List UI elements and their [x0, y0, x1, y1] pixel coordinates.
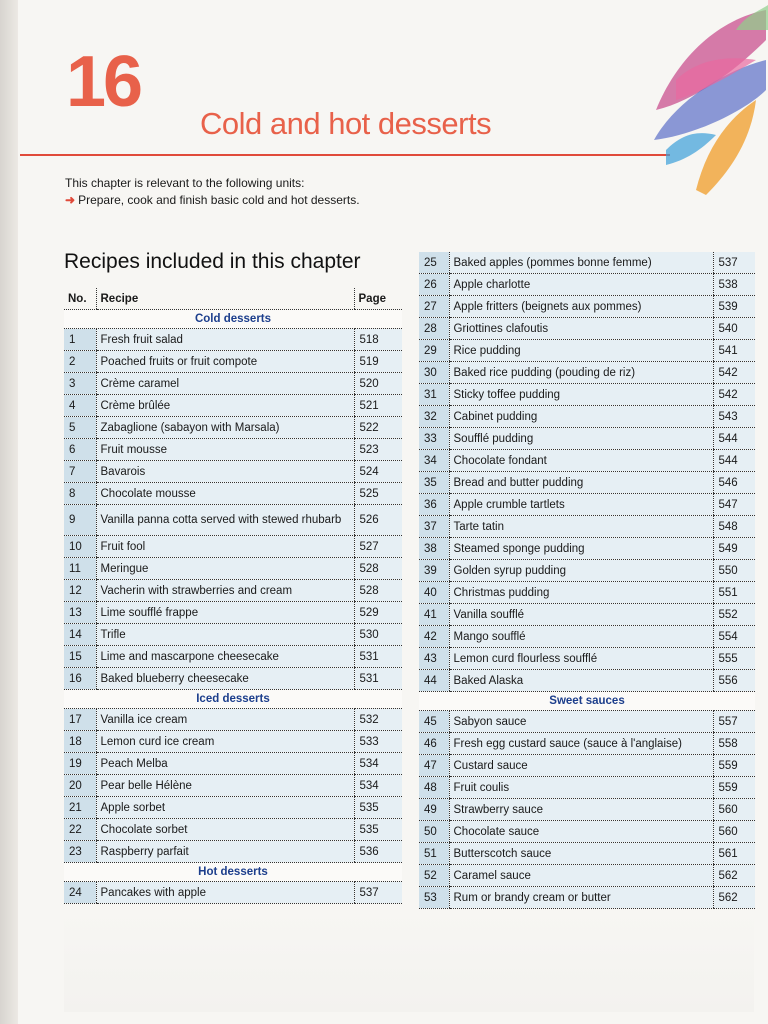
recipe-page: 529 [354, 602, 402, 624]
recipe-page: 557 [713, 711, 755, 733]
table-row [419, 274, 755, 296]
category-label: Sweet sauces [419, 692, 755, 711]
recipe-page: 559 [713, 755, 755, 777]
recipe-page: 556 [713, 670, 755, 692]
recipe-number: 11 [64, 558, 96, 580]
table-row [419, 865, 755, 887]
recipe-number: 5 [64, 417, 96, 439]
table-row [419, 428, 755, 450]
recipe-name: Fruit coulis [449, 777, 713, 799]
recipe-page: 559 [713, 777, 755, 799]
recipe-name: Lemon curd flourless soufflé [449, 648, 713, 670]
recipe-number: 34 [419, 450, 449, 472]
recipe-name: Rice pudding [449, 340, 713, 362]
table-row [419, 384, 755, 406]
unit-item [65, 193, 360, 207]
category-row [64, 310, 402, 329]
recipe-number: 32 [419, 406, 449, 428]
table-row [419, 755, 755, 777]
recipe-page: 538 [713, 274, 755, 296]
recipe-page: 542 [713, 384, 755, 406]
category-label: Hot desserts [64, 863, 402, 882]
recipe-page: 524 [354, 461, 402, 483]
recipe-page: 518 [354, 329, 402, 351]
recipe-name: Fruit mousse [96, 439, 354, 461]
recipe-page: 530 [354, 624, 402, 646]
table-row [419, 733, 755, 755]
table-row [64, 602, 402, 624]
recipe-number: 40 [419, 582, 449, 604]
table-row [419, 494, 755, 516]
recipe-page: 536 [354, 841, 402, 863]
recipe-page: 560 [713, 799, 755, 821]
recipe-number: 28 [419, 318, 449, 340]
recipe-number: 15 [64, 646, 96, 668]
recipe-name: Poached fruits or fruit compote [96, 351, 354, 373]
recipe-name: Raspberry parfait [96, 841, 354, 863]
category-label: Cold desserts [64, 310, 402, 329]
recipe-page: 546 [713, 472, 755, 494]
table-row [419, 821, 755, 843]
recipe-number: 45 [419, 711, 449, 733]
recipe-name: Griottines clafoutis [449, 318, 713, 340]
table-row [64, 329, 402, 351]
recipe-page: 539 [713, 296, 755, 318]
recipe-page: 555 [713, 648, 755, 670]
recipe-number: 3 [64, 373, 96, 395]
recipe-number: 43 [419, 648, 449, 670]
recipe-number: 10 [64, 536, 96, 558]
recipe-number: 42 [419, 626, 449, 648]
table-row [64, 624, 402, 646]
table-row [419, 296, 755, 318]
recipe-page: 527 [354, 536, 402, 558]
table-row [64, 882, 402, 904]
recipe-name: Baked Alaska [449, 670, 713, 692]
recipe-page: 548 [713, 516, 755, 538]
recipe-number: 24 [64, 882, 96, 904]
recipe-number: 20 [64, 775, 96, 797]
recipe-page: 535 [354, 797, 402, 819]
recipe-name: Vanilla ice cream [96, 709, 354, 731]
recipe-name: Pear belle Hélène [96, 775, 354, 797]
recipe-number: 6 [64, 439, 96, 461]
table-row [64, 558, 402, 580]
recipe-page: 528 [354, 558, 402, 580]
recipe-name: Vanilla panna cotta served with stewed rhubarb [96, 505, 354, 536]
recipe-number: 46 [419, 733, 449, 755]
recipe-page: 531 [354, 646, 402, 668]
recipe-page: 537 [713, 252, 755, 274]
recipe-name: Bavarois [96, 461, 354, 483]
recipe-number: 49 [419, 799, 449, 821]
recipe-number: 16 [64, 668, 96, 690]
recipe-page: 526 [354, 505, 402, 536]
bottom-blank-area [64, 912, 754, 1012]
recipe-name: Chocolate fondant [449, 450, 713, 472]
recipe-number: 51 [419, 843, 449, 865]
recipe-name: Lemon curd ice cream [96, 731, 354, 753]
header-no: No. [64, 288, 96, 310]
recipe-page: 547 [713, 494, 755, 516]
recipe-name: Lime and mascarpone cheesecake [96, 646, 354, 668]
recipe-number: 8 [64, 483, 96, 505]
recipe-name: Fresh egg custard sauce (sauce à l'anglaise) [449, 733, 713, 755]
recipe-number: 53 [419, 887, 449, 909]
recipe-number: 13 [64, 602, 96, 624]
table-row [419, 406, 755, 428]
recipe-number: 44 [419, 670, 449, 692]
recipe-name: Golden syrup pudding [449, 560, 713, 582]
recipe-name: Fresh fruit salad [96, 329, 354, 351]
recipe-page: 521 [354, 395, 402, 417]
recipe-number: 18 [64, 731, 96, 753]
recipe-name: Fruit fool [96, 536, 354, 558]
recipe-name: Baked rice pudding (pouding de riz) [449, 362, 713, 384]
table-row [64, 753, 402, 775]
table-header-row [64, 288, 402, 310]
table-row [419, 450, 755, 472]
recipe-name: Custard sauce [449, 755, 713, 777]
recipe-page: 532 [354, 709, 402, 731]
table-row [64, 373, 402, 395]
recipe-number: 22 [64, 819, 96, 841]
recipe-page: 534 [354, 753, 402, 775]
table-row [419, 887, 755, 909]
table-row [64, 580, 402, 602]
table-row [419, 604, 755, 626]
table-row [419, 626, 755, 648]
recipe-name: Tarte tatin [449, 516, 713, 538]
table-row [419, 843, 755, 865]
recipe-number: 26 [419, 274, 449, 296]
recipe-page: 552 [713, 604, 755, 626]
category-label: Iced desserts [64, 690, 402, 709]
decorative-cutlery-graphic [636, 0, 768, 200]
table-row [419, 648, 755, 670]
table-row [64, 797, 402, 819]
recipe-name: Trifle [96, 624, 354, 646]
table-row [64, 646, 402, 668]
recipe-page: 542 [713, 362, 755, 384]
recipe-page: 525 [354, 483, 402, 505]
table-row [64, 819, 402, 841]
table-row [64, 439, 402, 461]
recipe-name: Apple charlotte [449, 274, 713, 296]
chapter-number: 16 [66, 42, 141, 122]
recipe-page: 544 [713, 450, 755, 472]
recipe-number: 33 [419, 428, 449, 450]
recipe-name: Soufflé pudding [449, 428, 713, 450]
table-row [64, 417, 402, 439]
recipe-name: Steamed sponge pudding [449, 538, 713, 560]
recipe-page: 531 [354, 668, 402, 690]
recipe-page: 520 [354, 373, 402, 395]
recipe-number: 19 [64, 753, 96, 775]
recipe-page: 543 [713, 406, 755, 428]
page-spine-shadow [0, 0, 18, 1024]
recipe-table-right [419, 252, 755, 909]
recipe-name: Mango soufflé [449, 626, 713, 648]
recipe-page: 535 [354, 819, 402, 841]
recipe-number: 38 [419, 538, 449, 560]
recipe-name: Cabinet pudding [449, 406, 713, 428]
recipe-number: 30 [419, 362, 449, 384]
recipe-name: Pancakes with apple [96, 882, 354, 904]
table-row [64, 483, 402, 505]
unit-text: Prepare, cook and finish basic cold and hot desserts. [78, 193, 360, 207]
recipe-page: 562 [713, 887, 755, 909]
recipe-name: Vanilla soufflé [449, 604, 713, 626]
table-row [419, 252, 755, 274]
table-row [419, 582, 755, 604]
recipe-page: 523 [354, 439, 402, 461]
recipe-name: Butterscotch sauce [449, 843, 713, 865]
recipe-page: 561 [713, 843, 755, 865]
recipe-number: 23 [64, 841, 96, 863]
recipe-page: 558 [713, 733, 755, 755]
recipe-name: Vacherin with strawberries and cream [96, 580, 354, 602]
recipe-name: Baked blueberry cheesecake [96, 668, 354, 690]
table-row [419, 711, 755, 733]
recipe-page: 544 [713, 428, 755, 450]
recipe-name: Meringue [96, 558, 354, 580]
recipe-number: 31 [419, 384, 449, 406]
table-row [64, 668, 402, 690]
category-row [64, 690, 402, 709]
table-row [419, 318, 755, 340]
arrow-right-icon: ➜ [65, 193, 76, 207]
recipe-name: Crème brûlée [96, 395, 354, 417]
recipe-name: Rum or brandy cream or butter [449, 887, 713, 909]
recipe-page: 540 [713, 318, 755, 340]
recipe-number: 41 [419, 604, 449, 626]
recipe-page: 534 [354, 775, 402, 797]
header-recipe: Recipe [96, 288, 354, 310]
table-row [64, 731, 402, 753]
recipe-name: Apple fritters (beignets aux pommes) [449, 296, 713, 318]
table-row [419, 799, 755, 821]
recipe-page: 549 [713, 538, 755, 560]
recipe-number: 50 [419, 821, 449, 843]
recipe-number: 47 [419, 755, 449, 777]
table-row [419, 560, 755, 582]
units-intro: This chapter is relevant to the following units: [65, 176, 305, 190]
recipe-number: 39 [419, 560, 449, 582]
recipe-page: 554 [713, 626, 755, 648]
recipe-name: Sticky toffee pudding [449, 384, 713, 406]
recipe-number: 14 [64, 624, 96, 646]
table-row [64, 536, 402, 558]
recipe-table-left [64, 288, 402, 904]
recipe-page: 533 [354, 731, 402, 753]
recipe-number: 37 [419, 516, 449, 538]
recipe-number: 9 [64, 505, 96, 536]
recipe-number: 7 [64, 461, 96, 483]
table-row [64, 841, 402, 863]
recipe-page: 551 [713, 582, 755, 604]
recipe-number: 1 [64, 329, 96, 351]
recipe-name: Chocolate mousse [96, 483, 354, 505]
table-row [64, 505, 402, 536]
recipe-name: Chocolate sauce [449, 821, 713, 843]
table-row [64, 775, 402, 797]
recipe-page: 537 [354, 882, 402, 904]
recipe-page: 550 [713, 560, 755, 582]
recipe-name: Zabaglione (sabayon with Marsala) [96, 417, 354, 439]
recipe-number: 36 [419, 494, 449, 516]
recipe-name: Lime soufflé frappe [96, 602, 354, 624]
recipe-number: 48 [419, 777, 449, 799]
recipe-page: 541 [713, 340, 755, 362]
recipe-number: 2 [64, 351, 96, 373]
recipe-page: 562 [713, 865, 755, 887]
table-row [419, 670, 755, 692]
recipe-number: 52 [419, 865, 449, 887]
table-row [419, 516, 755, 538]
recipe-number: 12 [64, 580, 96, 602]
recipe-name: Peach Melba [96, 753, 354, 775]
table-row [419, 472, 755, 494]
recipe-number: 35 [419, 472, 449, 494]
recipe-number: 25 [419, 252, 449, 274]
table-row [419, 538, 755, 560]
recipe-name: Baked apples (pommes bonne femme) [449, 252, 713, 274]
recipes-heading: Recipes included in this chapter [64, 250, 361, 273]
table-row [64, 395, 402, 417]
table-row [64, 351, 402, 373]
recipe-name: Apple crumble tartlets [449, 494, 713, 516]
recipe-page: 522 [354, 417, 402, 439]
recipe-name: Apple sorbet [96, 797, 354, 819]
table-row [419, 362, 755, 384]
recipe-name: Caramel sauce [449, 865, 713, 887]
recipe-name: Christmas pudding [449, 582, 713, 604]
recipe-name: Bread and butter pudding [449, 472, 713, 494]
recipe-name: Chocolate sorbet [96, 819, 354, 841]
recipe-page: 528 [354, 580, 402, 602]
title-rule [20, 154, 670, 156]
recipe-number: 4 [64, 395, 96, 417]
table-row [419, 777, 755, 799]
recipe-page: 560 [713, 821, 755, 843]
table-row [64, 461, 402, 483]
chapter-title: Cold and hot desserts [200, 106, 492, 141]
recipe-number: 21 [64, 797, 96, 819]
table-row [64, 709, 402, 731]
table-row [419, 340, 755, 362]
recipe-page: 519 [354, 351, 402, 373]
recipe-name: Crème caramel [96, 373, 354, 395]
recipe-name: Strawberry sauce [449, 799, 713, 821]
recipe-number: 17 [64, 709, 96, 731]
category-row [64, 863, 402, 882]
header-page: Page [354, 288, 402, 310]
recipe-number: 27 [419, 296, 449, 318]
recipe-number: 29 [419, 340, 449, 362]
category-row [419, 692, 755, 711]
recipe-name: Sabyon sauce [449, 711, 713, 733]
